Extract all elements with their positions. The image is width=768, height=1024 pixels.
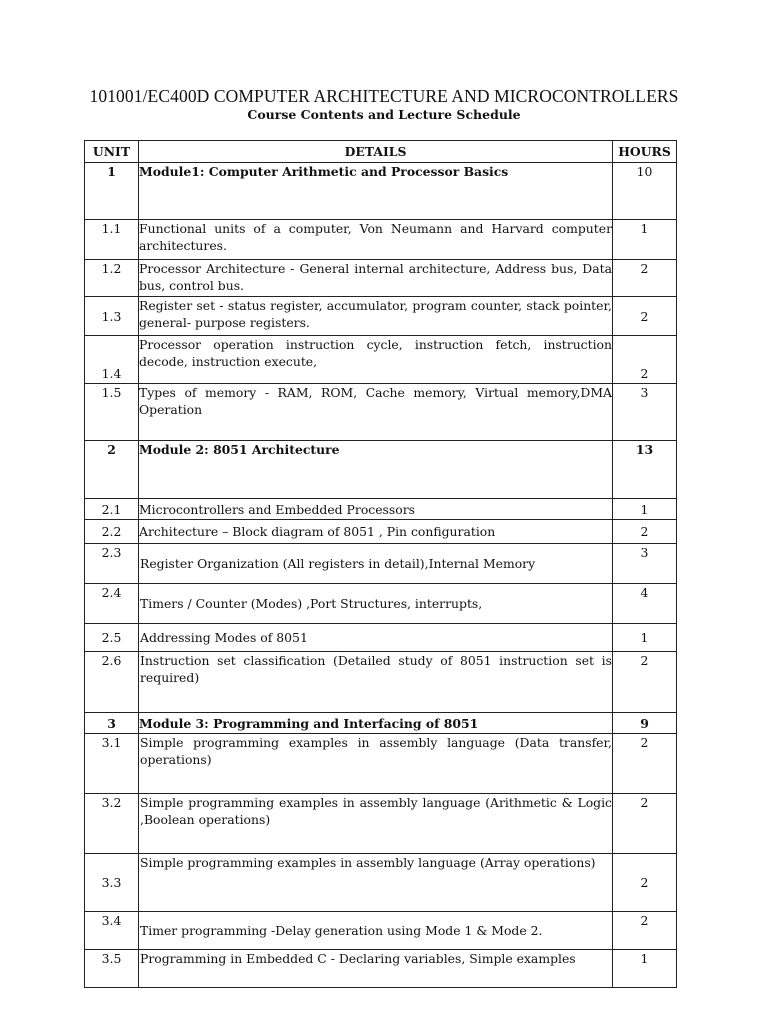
table-row [85,297,677,336]
table-row [85,384,677,441]
unit-cell: 3.2 [85,794,139,854]
unit-cell: 3.1 [85,734,139,794]
unit-cell: 1 [85,163,139,220]
details-cell: Processor operation instruction cycle, instruction fetch, instruction decode, instruction execute, [139,336,613,384]
table-row [85,544,677,584]
hours-cell: 2 [613,336,677,384]
hours-cell: 9 [613,713,677,734]
hours-cell: 13 [613,441,677,499]
table-row [85,713,677,734]
unit-cell: 2.3 [85,544,139,584]
document-title: 101001/EC400D COMPUTER ARCHITECTURE AND MICROCONTROLLERS [89,86,679,106]
hours-cell: 2 [613,260,677,297]
document-subtitle: Course Contents and Lecture Schedule [247,107,521,122]
details-cell: Module 3: Programming and Interfacing of 8051 [139,713,613,734]
table-row [85,336,677,384]
details-cell: Programming in Embedded C - Declaring variables, Simple examples [139,950,613,988]
table-row [85,652,677,713]
hours-cell: 3 [613,544,677,584]
table-row [85,499,677,520]
hours-cell: 2 [613,912,677,950]
table-row [85,950,677,988]
unit-cell: 3 [85,713,139,734]
table-row [85,584,677,624]
table-row [85,220,677,260]
hours-cell: 2 [613,794,677,854]
hours-cell: 2 [613,520,677,544]
table-row [85,854,677,912]
unit-cell: 2.1 [85,499,139,520]
table-row [85,624,677,652]
details-cell: Simple programming examples in assembly language (Array operations) [139,854,613,912]
hours-cell: 2 [613,854,677,912]
unit-cell: 1.4 [85,336,139,384]
hours-cell: 2 [613,297,677,336]
details-cell: Timer programming -Delay generation using Mode 1 & Mode 2. [139,912,613,950]
table-row [85,260,677,297]
table-row [85,912,677,950]
unit-cell: 2.5 [85,624,139,652]
details-cell: Module 2: 8051 Architecture [139,441,613,499]
details-cell: Register Organization (All registers in detail),Internal Memory [139,544,613,584]
details-cell: Register set - status register, accumulator, program counter, stack pointer, general- purpose registers. [139,297,613,336]
table-row [85,794,677,854]
table-row [85,734,677,794]
details-cell: Module1: Computer Arithmetic and Processor Basics [139,163,613,220]
unit-cell: 1.3 [85,297,139,336]
table-row [85,441,677,499]
details-cell: Timers / Counter (Modes) ,Port Structures, interrupts, [139,584,613,624]
hours-cell: 1 [613,950,677,988]
unit-cell: 2.4 [85,584,139,624]
hours-cell: 1 [613,220,677,260]
hours-cell: 2 [613,652,677,713]
column-header-hours: HOURS [613,141,677,163]
unit-cell: 3.4 [85,912,139,950]
details-cell: Addressing Modes of 8051 [139,624,613,652]
column-header-unit: UNIT [85,141,139,163]
unit-cell: 1.2 [85,260,139,297]
unit-cell: 3.3 [85,854,139,912]
hours-cell: 1 [613,499,677,520]
unit-cell: 3.5 [85,950,139,988]
details-cell: Functional units of a computer, Von Neumann and Harvard computer architectures. [139,220,613,260]
unit-cell: 1.1 [85,220,139,260]
hours-cell: 4 [613,584,677,624]
table-row [85,520,677,544]
details-cell: Types of memory - RAM, ROM, Cache memory, Virtual memory,DMA Operation [139,384,613,441]
unit-cell: 2 [85,441,139,499]
unit-cell: 1.5 [85,384,139,441]
details-cell: Simple programming examples in assembly language (Data transfer, operations) [139,734,613,794]
lecture-schedule-table [84,140,677,988]
details-cell: Architecture – Block diagram of 8051 , Pin configuration [139,520,613,544]
unit-cell: 2.6 [85,652,139,713]
table-header-row [85,141,677,163]
hours-cell: 1 [613,624,677,652]
table-row [85,163,677,220]
unit-cell: 2.2 [85,520,139,544]
details-cell: Simple programming examples in assembly language (Arithmetic & Logic ,Boolean operations) [139,794,613,854]
column-header-details: DETAILS [139,141,613,163]
hours-cell: 10 [613,163,677,220]
hours-cell: 3 [613,384,677,441]
details-cell: Processor Architecture - General internal architecture, Address bus, Data bus, control bus. [139,260,613,297]
details-cell: Instruction set classification (Detailed study of 8051 instruction set is required) [139,652,613,713]
hours-cell: 2 [613,734,677,794]
details-cell: Microcontrollers and Embedded Processors [139,499,613,520]
